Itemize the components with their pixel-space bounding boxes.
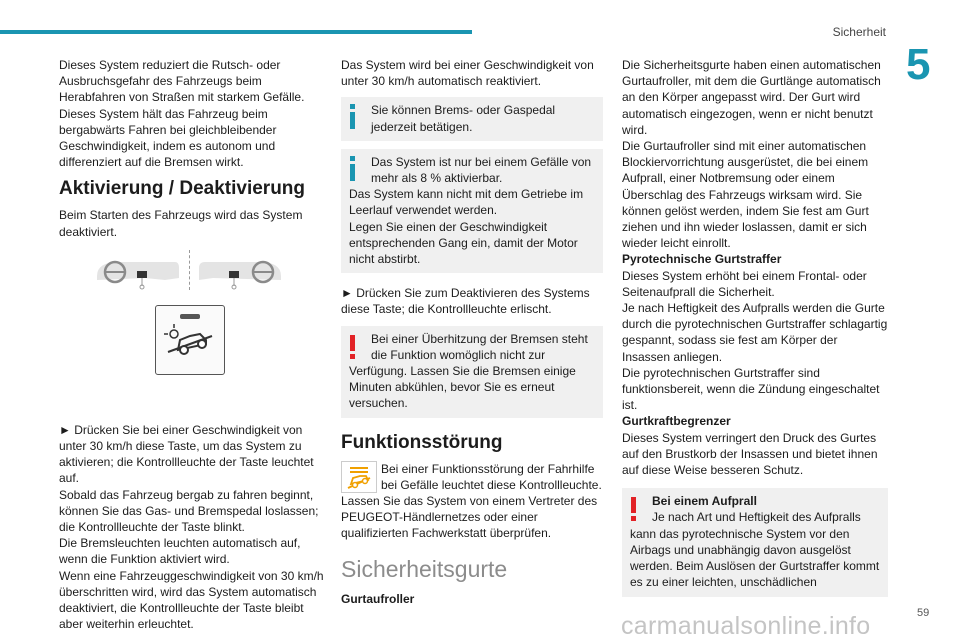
- column-3: [622, 57, 888, 605]
- info-text: Sie können Brems- oder Gaspedal jederzeit betätigen.: [371, 103, 556, 134]
- info-box: [341, 97, 603, 140]
- paragraph: Lassen Sie das System von einem Vertreter des PEUGEOT-Händlernetzes oder einer qualifizierten Fachwerkstatt überprüfen.: [341, 494, 598, 541]
- chapter-heading: Sicherheitsgurte: [341, 555, 508, 582]
- watermark: carmanualsonline.info: [621, 612, 871, 640]
- header-accent-bar: [0, 30, 472, 34]
- hill-descent-icon: [156, 306, 224, 374]
- paragraph: ► Drücken Sie zum Deaktivieren des Systems diese Taste; die Kontrollleuchte erlischt.: [341, 286, 590, 317]
- dashboard-left-illustration: [95, 256, 179, 290]
- button-illustration: [59, 250, 325, 410]
- warning-text: Bei einer Überhitzung der Bremsen steht die Funktion womöglich nicht zur: [371, 331, 588, 362]
- paragraph: Die Bremsleuchten leuchten automatisch auf, wenn die Funktion aktiviert wird.: [59, 536, 301, 567]
- warning-icon: [350, 335, 355, 361]
- warning-box: [622, 488, 888, 596]
- warning-text: Je nach Art und Heftigkeit des Aufpralls: [652, 510, 861, 525]
- section-heading: Funktionsstörung: [341, 431, 503, 453]
- warning-title: Bei einem Aufprall: [652, 494, 757, 509]
- column-2: [341, 57, 603, 607]
- warning-box: [341, 326, 603, 418]
- hill-descent-warning-light-icon: [341, 461, 377, 493]
- paragraph: Dieses System erhöht bei einem Frontal- oder Seitenaufprall die Sicherheit.: [622, 268, 867, 299]
- sub-heading: Gurtaufroller: [341, 591, 415, 606]
- info-icon: [350, 104, 355, 130]
- paragraph: Dieses System reduziert die Rutsch- oder Ausbruchsgefahr des Fahrzeugs beim Herabfahren von Straßen mit starkem Gefälle.: [59, 58, 305, 105]
- paragraph: ► Drücken Sie bei einer Geschwindigkeit von unter 30 km/h diese Taste, um das System zu aktivieren; die Kontrollleuchte der Taste leuchtet auf.: [59, 422, 314, 486]
- fault-row: [341, 461, 603, 493]
- section-title: Sicherheit: [832, 25, 886, 39]
- dashboard-right-illustration: [199, 256, 283, 290]
- sub-heading: Gurtkraftbegrenzer: [622, 414, 731, 429]
- paragraph: Dieses System verringert den Druck des Gurtes auf den Brustkorb der Insassen und bietet ihnen auf diese Weise besseren Schutz.: [622, 430, 878, 478]
- warning-text: kann das pyrotechnische System vor den Airbags und unabhängig davon ausgelöst werden. Beim Auslösen der Gurtstraffer kommt es zu einer leichten, unschädlichen: [630, 526, 880, 590]
- info-icon: [350, 156, 355, 182]
- paragraph: Dieses System hält das Fahrzeug beim bergabwärts Fahren bei gleichbleibender Geschwindigkeit, indem es autonom und differenziert auf die Bremsen wirkt.: [59, 106, 277, 170]
- info-text: Das System ist nur bei einem Gefälle von mehr als 8 % aktivierbar.: [371, 154, 592, 186]
- warning-icon: [631, 497, 636, 523]
- chapter-number: 5: [906, 40, 931, 89]
- fault-text: Bei einer Funktionsstörung der Fahrhilfe bei Gefälle leuchtet diese Kontrollleuchte.: [381, 461, 602, 492]
- column-1: [59, 57, 325, 632]
- paragraph: Wenn eine Fahrzeuggeschwindigkeit von 30 km/h überschritten wird, wird das System automatisch deaktiviert, die Kontrollleuchte der Taste bleibt aber weiterhin erleuchtet.: [59, 568, 324, 632]
- paragraph: Die pyrotechnischen Gurtstraffer sind funktionsbereit, wenn die Zündung eingeschaltet ist.: [622, 365, 880, 413]
- paragraph: Die Sicherheitsgurte haben einen automatischen Gurtaufroller, mit dem die Gurtlänge automatisch an den Körper angepasst wird. Der Gurt wird automatisch eingezogen, wenn er nicht benutzt wird.: [622, 58, 881, 137]
- descent-control-button-illustration: [155, 305, 225, 375]
- info-box: [341, 149, 603, 273]
- info-text: Das System kann nicht mit dem Getriebe im Leerlauf verwendet werden.: [349, 187, 584, 218]
- info-text: Legen Sie einen der Geschwindigkeit entsprechenden Gang ein, damit der Motor nicht abstirbt.: [349, 219, 578, 267]
- paragraph: Das System wird bei einer Geschwindigkeit von unter 30 km/h automatisch reaktiviert.: [341, 58, 594, 89]
- section-heading: Aktivierung / Deaktivierung: [59, 178, 306, 200]
- paragraph: Beim Starten des Fahrzeugs wird das System deaktiviert.: [59, 208, 303, 239]
- paragraph: Je nach Heftigkeit des Aufpralls werden die Gurte durch die pyrotechnischen Gurtstraffer schlagartig gespannt, sodass sie fest am Körper der Insassen anliegen.: [622, 301, 888, 364]
- paragraph: Die Gurtaufroller sind mit einer automatischen Blockiervorrichtung ausgerüstet, die bei einem Aufprall, einer Notbremsung oder einem Überschlag des Fahrzeugs wirksam wird. Sie können gelöst werden, indem Sie fest am Gurt ziehen und ihn wieder loslassen, damit er sich wieder leicht einrollt.: [622, 139, 869, 251]
- page-number: 59: [917, 607, 930, 619]
- paragraph: Sobald das Fahrzeug bergab zu fahren beginnt, können Sie das Gas- und Bremspedal loslassen; die Kontrollleuchte der Taste blinkt.: [59, 487, 319, 535]
- sub-heading: Pyrotechnische Gurtstraffer: [622, 252, 782, 267]
- warning-text: Verfügung. Lassen Sie die Bremsen einige Minuten abkühlen, bevor Sie es erneut versuchen.: [349, 364, 576, 411]
- divider: [189, 250, 191, 290]
